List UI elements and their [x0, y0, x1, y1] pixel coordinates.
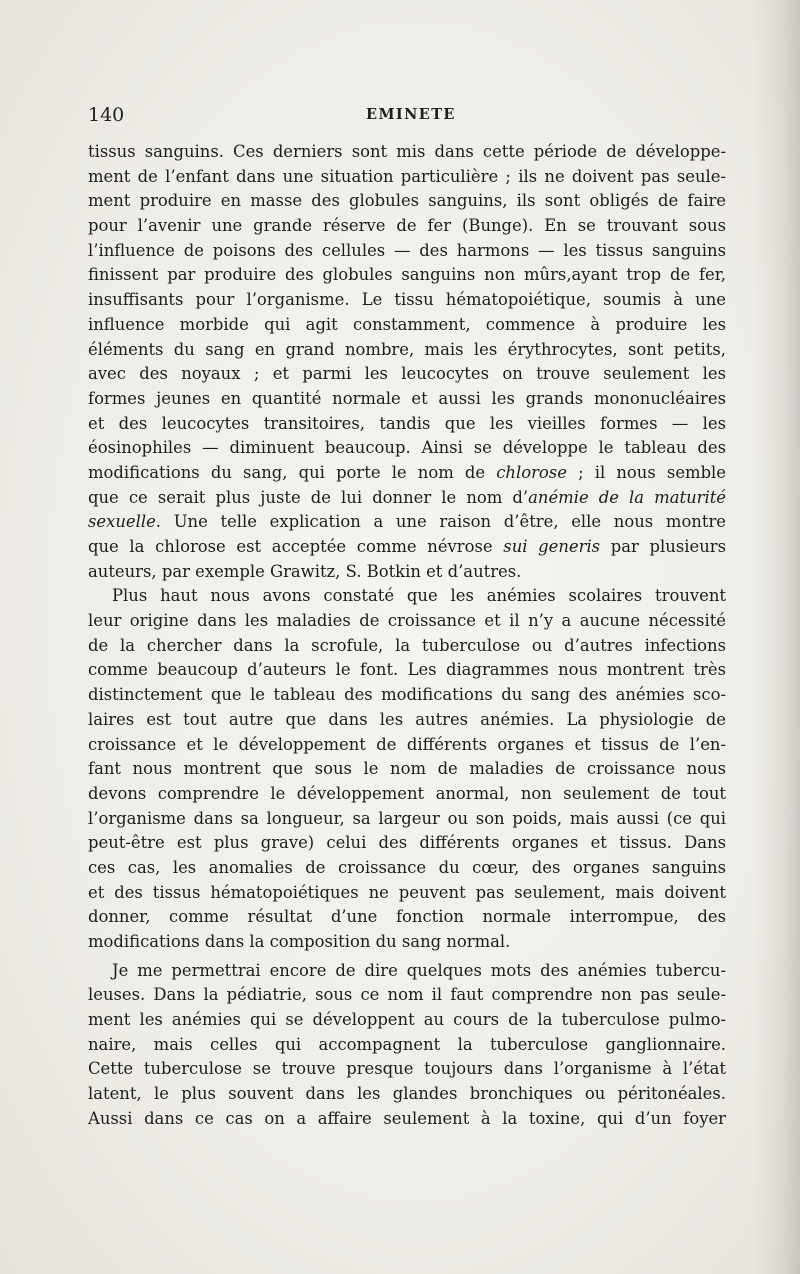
text-line: modifications dans la composition du sang normal. [88, 932, 511, 951]
text-line: ment les anémies qui se développent au cours de la tuberculose pulmo- [88, 1010, 726, 1030]
italic-term-sui-generis: sui generis [503, 537, 601, 556]
text-line: auteurs, par exemple Grawitz, S. Botkin et d’autres. [88, 561, 522, 581]
text-line: peut-être est plus grave) celui des différents organes et tissus. Dans [88, 833, 726, 853]
text-run: que ce serait plus juste de lui donner le nom d’ [88, 487, 529, 507]
text-line: éosinophiles — diminuent beaucoup. Ainsi se développe le tableau des [88, 438, 726, 458]
page-number: 140 [88, 104, 125, 126]
text-line: donner, comme résultat d’une fonction normale interrompue, des [88, 907, 726, 927]
text-line: ces cas, les anomalies de croissance du cœur, des organes sanguins [88, 857, 726, 877]
text-line: l’influence de poisons des cellules — des harmons — les tissus sanguins [88, 240, 726, 260]
text-line [88, 486, 726, 511]
text-run: par plusieurs [600, 537, 726, 556]
text-line: formes jeunes en quantité normale et aussi les grands mononucléaires [88, 388, 726, 408]
text-line [88, 535, 726, 560]
text-line: pour l’avenir une grande réserve de fer (Bunge). En se trouvant sous [88, 216, 726, 236]
text-line: croissance et le développement de différents organes et tissus de l’en- [88, 734, 726, 754]
text-line: leur origine dans les maladies de croissance et il n’y a aucune nécessité [88, 611, 726, 631]
italic-term-sexuelle: sexuelle [88, 512, 156, 532]
text-line: ment produire en masse des globules sanguins, ils sont obligés de faire [88, 191, 726, 211]
text-line: et des tissus hématopoiétiques ne peuvent pas seulement, mais doivent [88, 882, 726, 902]
text-line: devons comprendre le développement anormal, non seulement de tout [88, 783, 726, 803]
paragraph-1 [88, 140, 726, 584]
body-text [88, 140, 726, 1132]
text-line: distinctement que le tableau des modifications du sang des anémies sco- [88, 685, 726, 705]
text-line: latent, le plus souvent dans les glandes bronchiques ou péritonéales. [88, 1084, 726, 1104]
page-header [88, 100, 728, 130]
text-line: naire, mais celles qui accompagnent la tuberculose ganglionnaire. [88, 1034, 726, 1054]
text-line: finissent par produire des globules sanguins non mûrs,ayant trop de fer, [88, 265, 726, 285]
text-line: avec des noyaux ; et parmi les leucocytes on trouve seulement les [88, 364, 726, 384]
running-title: EMINETE [366, 106, 456, 123]
text-line: tissus sanguins. Ces derniers sont mis dans cette période de développe- [88, 142, 726, 161]
text-run: ; il nous semble [566, 462, 726, 482]
text-line: de la chercher dans la scrofule, la tuberculose ou d’autres infections [88, 635, 726, 655]
text-line [88, 510, 726, 535]
italic-term-chlorose: chlorose [496, 462, 567, 482]
text-line: comme beaucoup d’auteurs le font. Les diagrammes nous montrent très [88, 660, 726, 680]
text-line: Cette tuberculose se trouve presque toujours dans l’organisme à l’état [88, 1059, 726, 1079]
italic-term-anemie: anémie de la maturité [528, 487, 727, 507]
text-line: Je me permettrai encore de dire quelques mots des anémies tubercu- [112, 960, 726, 980]
text-run: que la chlorose est acceptée comme névrose [88, 537, 504, 556]
text-line: fant nous montrent que sous le nom de maladies de croissance nous [88, 759, 726, 779]
text-line: insuffisants pour l’organisme. Le tissu hématopoiétique, soumis à une [88, 290, 726, 310]
text-line: leuses. Dans la pédiatrie, sous ce nom il faut comprendre non pas seule- [88, 985, 726, 1005]
text-line: influence morbide qui agit constamment, commence à produire les [88, 314, 726, 334]
page-edge-shadow [754, 0, 800, 1274]
paragraph-3 [88, 959, 726, 1132]
text-line: laires est tout autre que dans les autres anémies. La physiologie de [88, 709, 726, 729]
text-line: l’organisme dans sa longueur, sa largeur ou son poids, mais aussi (ce qui [88, 808, 726, 828]
text-run: . Une telle explication a une raison d’être, elle nous montre [155, 512, 726, 532]
text-line: Aussi dans ce cas on a affaire seulement à la toxine, qui d’un foyer [88, 1108, 726, 1128]
text-line: et des leucocytes transitoires, tandis que les vieilles formes — les [88, 413, 726, 433]
text-run: modifications du sang, qui porte le nom de [88, 462, 497, 482]
text-line: ment de l’enfant dans une situation particulière ; ils ne doivent pas seule- [88, 166, 726, 186]
text-line: Plus haut nous avons constaté que les anémies scolaires trouvent [112, 586, 726, 606]
text-line [88, 461, 726, 486]
paragraph-2 [88, 584, 726, 954]
text-line: éléments du sang en grand nombre, mais les érythrocytes, sont petits, [88, 339, 726, 359]
